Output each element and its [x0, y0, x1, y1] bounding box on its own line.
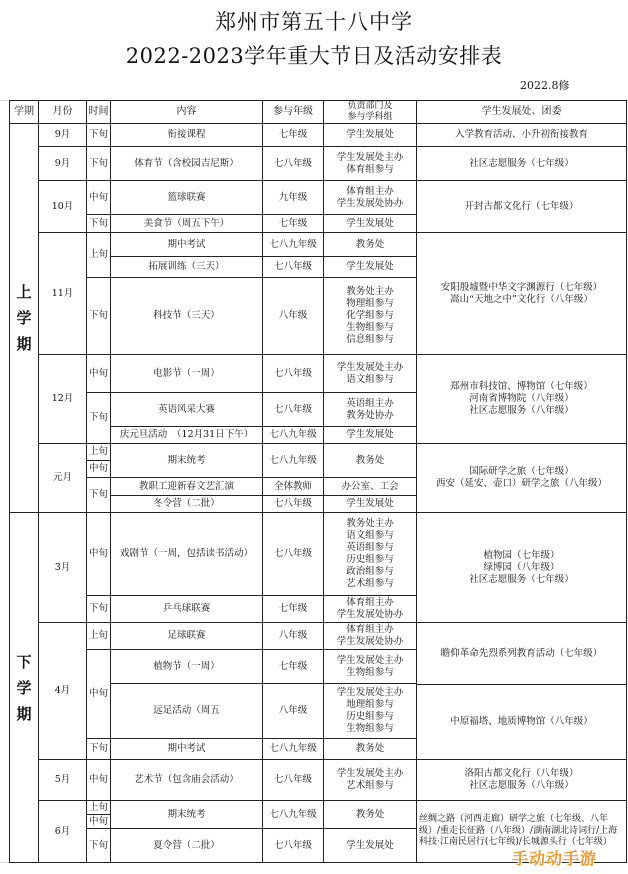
grade-cell: 七八年级	[273, 774, 312, 785]
activity-content: 期末统考	[167, 808, 206, 820]
month-cell: 3月	[54, 561, 71, 573]
month-cell: 元月	[52, 472, 72, 483]
dept-cell: 学生发展处主办 语文组参与	[336, 361, 404, 385]
dev-activity: 入学教育活动、小升初衔接教育	[454, 129, 588, 140]
dept-cell: 学生发展处	[346, 261, 394, 272]
time-cell: 下旬	[88, 603, 108, 614]
grade-cell: 七年级	[278, 660, 308, 672]
dev-activity: 中原福塔、地质博物馆（八年级）	[450, 716, 593, 727]
header-content: 内容	[176, 106, 197, 117]
activity-content: 艺术节（包含庙会活动）	[134, 774, 239, 785]
dept-cell: 学生发展处	[346, 217, 394, 229]
grade-cell: 七八年级	[273, 261, 312, 272]
month-cell: 5月	[54, 774, 71, 785]
grade-cell: 八年级	[278, 705, 308, 716]
activity-content: 植物节（一周）	[153, 660, 220, 672]
dev-activity: 洛阳古都文化行（八年级） 社区志愿服务（八年级）	[464, 768, 579, 791]
activity-content: 电影节（一周）	[153, 367, 220, 379]
activity-content: 期末统考	[167, 454, 206, 466]
header-time: 时间	[88, 106, 109, 117]
grade-cell: 七八年级	[273, 157, 312, 169]
dev-activity: 瞻仰革命先烈系列教育活动（七年级）	[440, 647, 603, 659]
activity-content: 远足活动（周五	[153, 705, 220, 716]
dev-activity: 安阳殷墟暨中华文字渊源行（七年级） 嵩山“天地之中”文化行（八年级）	[440, 281, 603, 305]
dept-cell: 教务处	[355, 808, 385, 820]
month-cell: 9月	[54, 129, 71, 140]
grade-cell: 七八九年级	[269, 454, 317, 466]
activity-content: 篮球联赛	[167, 191, 206, 203]
time-cell: 下旬	[88, 157, 108, 169]
grade-cell: 全体教师	[273, 480, 312, 492]
header-dept: 负责部门及 参与学科组	[347, 100, 393, 122]
time-cell: 中旬	[88, 367, 108, 379]
grade-cell: 七八年级	[273, 498, 312, 509]
dept-cell: 学生发展处	[346, 839, 394, 851]
month-cell: 6月	[54, 825, 71, 837]
grade-cell: 七八年级	[273, 403, 312, 415]
month-cell: 11月	[51, 287, 74, 299]
activity-content: 体育节（含校园吉尼斯）	[134, 157, 239, 169]
time-cell: 上旬	[88, 446, 108, 457]
time-cell: 中旬	[88, 688, 108, 699]
doc-title-school: 郑州市第五十八中学	[215, 10, 413, 34]
header-month: 月份	[52, 106, 73, 117]
time-cell: 下旬	[88, 129, 108, 140]
dept-cell: 教务处	[355, 454, 385, 466]
time-cell: 下旬	[88, 489, 108, 500]
dept-cell: 学生发展处	[346, 498, 394, 509]
dept-cell: 学生发展处主办 生物组参与	[336, 654, 404, 678]
activity-content: 美食节（周五下午）	[143, 217, 230, 229]
dev-activity: 植物园（七年级） 绿博园（八年级） 社区志愿服务（七年级）	[469, 549, 574, 585]
activity-content: 英语风采大赛	[157, 403, 215, 415]
time-cell: 下旬	[88, 217, 108, 229]
dept-cell: 体育组主办 学生发展处协办	[336, 624, 404, 647]
dev-activity: 社区志愿服务（七年级）	[469, 157, 574, 169]
semester-first: 上 学 期	[16, 283, 32, 353]
time-cell: 中旬	[88, 191, 108, 203]
header-semester: 学期	[14, 106, 34, 117]
header-grade: 参与年级	[273, 106, 313, 117]
dept-cell: 教务处主办 语文组参与 英语组参与 历史组参与 政治组参与 艺术组参与	[346, 518, 394, 589]
time-cell: 中旬	[88, 463, 108, 474]
activity-content: 乒乓球联赛	[162, 603, 211, 614]
grade-cell: 七八年级	[273, 367, 312, 379]
activity-content: 戏剧节（一周，包括读书活动）	[119, 548, 253, 559]
activity-content: 科技节（三天）	[153, 310, 220, 321]
watermark: 手动动手游	[512, 849, 598, 868]
doc-title-schedule: 2022-2023学年重大节日及活动安排表	[125, 44, 503, 68]
grade-cell: 七八九年级	[269, 808, 317, 820]
activity-content: 教职工迎新春文艺汇演	[138, 480, 234, 492]
dev-activity: 国际研学之旅（七年级） 西安（延安、壶口）研学之旅（八年级）	[435, 466, 607, 489]
time-cell: 上旬	[88, 801, 108, 813]
dept-cell: 学生发展处主办 体育组参与	[336, 151, 404, 175]
time-cell: 中旬	[88, 774, 108, 785]
time-cell: 中旬	[88, 548, 108, 559]
month-cell: 12月	[51, 393, 74, 404]
dept-cell: 体育组主办 学生发展处协办	[336, 597, 404, 620]
time-cell: 下旬	[88, 839, 108, 851]
month-cell: 9月	[54, 157, 71, 169]
grade-cell: 七年级	[278, 217, 308, 229]
semester-second: 下 学 期	[16, 652, 32, 723]
time-cell: 下旬	[88, 743, 108, 754]
dev-activity: 开封古都文化行（七年级）	[464, 200, 579, 212]
dept-cell: 教务处	[355, 743, 385, 754]
activity-content: 衔接课程	[167, 129, 206, 140]
header-dev: 学生发展处、团委	[481, 106, 562, 117]
grade-cell: 七年级	[278, 603, 308, 614]
grade-cell: 七八九年级	[269, 238, 317, 250]
dev-activity: 丝绸之路（河西走廊）研学之旅（七年级、八年级）/重走长征路（八年级）/湖南湖北诗词行/上海科技·江南民居行(七年级)/长城源头行（七年级）	[419, 814, 618, 848]
dept-cell: 办公室、工会	[341, 480, 399, 492]
dept-cell: 学生发展处主办 艺术组参与	[336, 768, 404, 791]
time-cell: 下旬	[88, 412, 108, 423]
activity-content: 冬令营（二批）	[153, 498, 220, 509]
grade-cell: 七年级	[278, 129, 308, 140]
activity-content: 夏令营（二批）	[153, 839, 220, 851]
time-cell: 上旬	[88, 249, 108, 260]
activity-content: 拓展训练（三天）	[148, 261, 225, 272]
dept-cell: 学生发展处主办 地理组参与 历史组参与 生物组参与	[336, 687, 404, 734]
revision-note: 2022.8修	[520, 79, 570, 92]
grade-cell: 七八九年级	[269, 743, 317, 754]
dept-cell: 教务处	[355, 238, 385, 250]
dept-cell: 学生发展处	[346, 129, 394, 140]
dept-cell: 体育组主办 学生发展处协办	[336, 185, 404, 209]
month-cell: 10月	[51, 200, 74, 212]
dev-activity: 郑州市科技馆、博物馆（七年级） 河南省博物院（八年级） 社区志愿服务（八年级）	[450, 381, 593, 416]
time-cell: 下旬	[88, 310, 108, 321]
activity-content: 期中考试	[167, 238, 206, 250]
grade-cell: 八年级	[278, 310, 308, 321]
grade-cell: 九年级	[278, 191, 308, 203]
dept-cell: 学生发展处	[346, 429, 394, 440]
grade-cell: 七八年级	[273, 839, 312, 851]
grade-cell: 八年级	[278, 630, 308, 641]
grade-cell: 七八九年级	[269, 429, 317, 440]
time-cell: 上旬	[88, 630, 108, 641]
activity-content: 庆元旦活动 （12月31日下午）	[119, 429, 254, 440]
dept-cell: 教务处主办 物理组参与 化学组参与 生物组参与 信息组参与	[346, 286, 394, 345]
grade-cell: 七八年级	[273, 548, 312, 559]
dept-cell: 英语组主办 教务处协办	[346, 397, 394, 421]
time-cell: 中旬	[88, 815, 108, 827]
month-cell: 4月	[54, 685, 71, 696]
activity-content: 足球联赛	[167, 630, 206, 641]
activity-content: 期中考试	[167, 743, 206, 754]
